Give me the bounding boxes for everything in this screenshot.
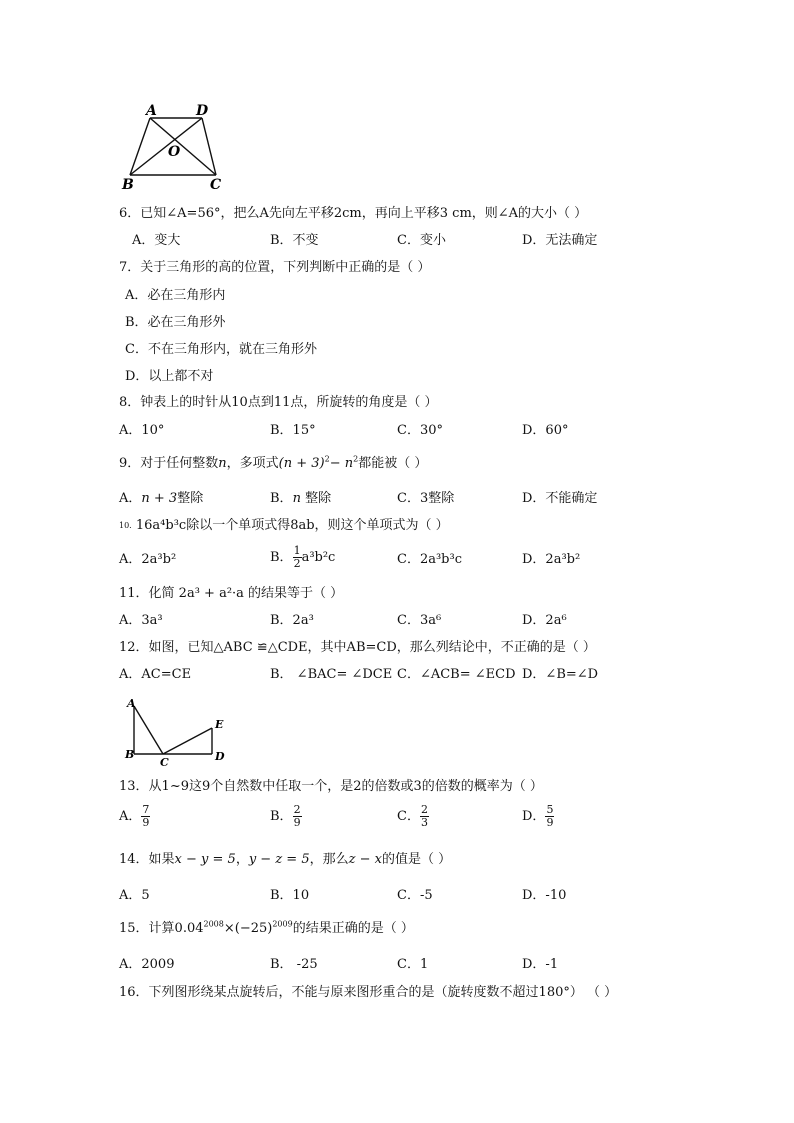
label-b: B	[122, 177, 134, 192]
q9-option-a: A．n + 3整除	[119, 491, 204, 506]
q7-option-c: C．不在三角形内，就在三角形外	[125, 342, 317, 357]
question-14: 14．如果x − y = 5，y − z = 5，那么z − x的值是（ ）	[119, 852, 452, 867]
label-d: D	[215, 750, 225, 763]
q11-option-b: B．2a³	[270, 613, 314, 628]
q15-option-d: D．-1	[522, 957, 559, 972]
segment-ac	[134, 706, 163, 754]
question-12: 12．如图，已知△ABC ≌△CDE，其中AB=CD，那么列结论中，不正确的是（ ）	[119, 640, 596, 655]
q15-option-b: B． -25	[270, 957, 318, 972]
label-e: E	[215, 718, 224, 731]
q14-eq1: x − y = 5	[174, 852, 236, 867]
q9-stem-start: 9．对于任何整数	[119, 456, 219, 471]
q10-option-a: A．2a³b²	[119, 552, 177, 567]
q7-option-d: D．以上都不对	[125, 369, 214, 384]
label-o: O	[168, 144, 181, 160]
q8-option-a: A．10°	[119, 423, 165, 438]
q6-option-b: B．不变	[270, 233, 319, 248]
trapezoid-figure	[118, 100, 228, 192]
label-b: B	[125, 748, 135, 761]
q11-option-a: A．3a³	[119, 613, 163, 628]
q12-option-a: A．AC=CE	[119, 667, 192, 682]
edge-dc	[202, 118, 216, 175]
label-c: C	[210, 177, 222, 192]
q14-option-c: C．-5	[397, 888, 433, 903]
congruent-triangles-figure	[122, 696, 232, 768]
q8-option-b: B．15°	[270, 423, 316, 438]
q12-option-b: B． ∠BAC= ∠DCE	[270, 667, 393, 682]
q14-option-b: B．10	[270, 888, 310, 903]
q14-option-a: A．5	[119, 888, 150, 903]
q10-option-b: B． $\frac{1}{2}$ a³b²c	[270, 544, 336, 570]
q13-option-a: A． $\frac{7}{9}$	[119, 803, 150, 829]
q14-eq2: y − z = 5	[248, 852, 310, 867]
q9-poly-b: − n	[329, 456, 354, 471]
question-11: 11．化简 2a³ + a²·a 的结果等于（ ）	[119, 586, 344, 601]
q6-option-c: C．变小	[397, 233, 446, 248]
diagonal-ac	[150, 118, 216, 175]
q9-option-c: C．3整除	[397, 491, 455, 506]
diagonal-bd	[130, 118, 202, 175]
q12-option-d: D．∠B=∠D	[522, 667, 599, 682]
question-6: 6．已知∠A=56°，把么A先向左平移2cm，再向上平移3 cm，则∠A的大小（ ）	[119, 206, 588, 221]
q9-poly-a: (n + 3)	[278, 456, 325, 471]
q9-option-b: B．n 整除	[270, 491, 332, 506]
q12-option-c: C．∠ACB= ∠ECD	[397, 667, 516, 682]
q11-option-c: C．3a⁶	[397, 613, 442, 628]
q6-option-d: D．无法确定	[522, 233, 598, 248]
label-d: D	[196, 103, 209, 119]
q11-option-d: D．2a⁶	[522, 613, 567, 628]
label-a: A	[127, 697, 136, 710]
question-15: 15．计算$0.04^{2008}\times(-25)^{2009}$的结果正确的是（ ）	[119, 919, 414, 936]
q15-option-c: C．1	[397, 957, 429, 972]
question-10	[119, 518, 449, 534]
q9-stem-mid: ，多项式	[226, 456, 279, 471]
question-7: 7．关于三角形的高的位置，下列判断中正确的是（ ）	[119, 260, 431, 275]
question-9: 9．对于任何整数n，多项式$(n + 3)^2- n^2$都能被（ ）	[119, 454, 428, 471]
q9-stem-tail: 都能被（ ）	[358, 456, 428, 471]
q9-var-n: n	[218, 456, 227, 471]
label-a: A	[146, 103, 157, 119]
q15-option-a: A．2009	[119, 957, 175, 972]
q8-option-d: D．60°	[522, 423, 569, 438]
question-16: 16．下列图形绕某点旋转后，不能与原来图形重合的是（旋转度数不超过180°） （ ）	[119, 985, 618, 1000]
q13-option-b: B． $\frac{2}{9}$	[270, 803, 301, 829]
q13-option-c: C． $\frac{2}{3}$	[397, 803, 428, 829]
q14-option-d: D．-10	[522, 888, 567, 903]
q13-option-d: D． $\frac{5}{9}$	[522, 803, 554, 829]
fraction-one-half: $\frac{1}{2}$	[293, 544, 301, 570]
q10-stem: 16a⁴b³c除以一个单项式得8ab，则这个单项式为（ ）	[135, 518, 449, 533]
q7-option-b: B．必在三角形外	[125, 315, 226, 330]
q14-expr: z − x	[348, 852, 382, 867]
q6-option-a: A．变大	[132, 233, 181, 248]
q10-option-d: D．2a³b²	[522, 552, 581, 567]
question-8: 8．钟表上的时针从10点到11点，所旋转的角度是（ ）	[119, 395, 438, 410]
label-c: C	[160, 756, 169, 768]
q9-option-d: D．不能确定	[522, 491, 598, 506]
q10-option-c: C．2a³b³c	[397, 552, 462, 567]
q10-number: 10.	[119, 521, 132, 530]
question-13: 13．从1~9这9个自然数中任取一个，是2的倍数或3的倍数的概率为（ ）	[119, 779, 543, 794]
segment-ce	[163, 728, 212, 754]
q8-option-c: C．30°	[397, 423, 443, 438]
q7-option-a: A．必在三角形内	[125, 288, 226, 303]
